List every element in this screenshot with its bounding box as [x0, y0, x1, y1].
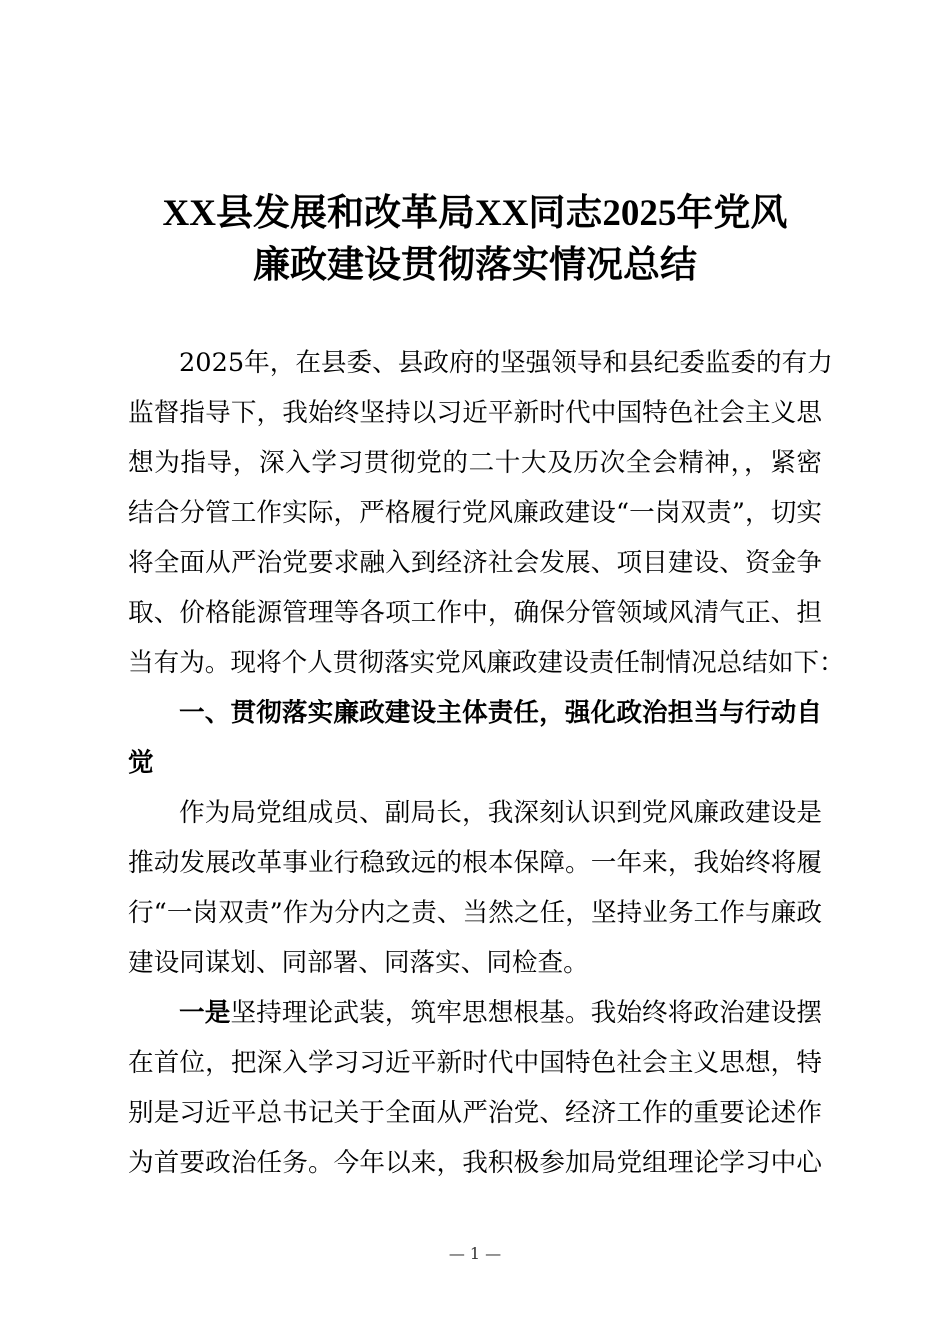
lead-in-bold: 一是: [179, 998, 231, 1028]
paragraph-text: 坚持理论武装，筑牢思想根基。我始终将政治建设摆: [230, 998, 822, 1028]
paragraph-line: 监督指导下，我始终坚持以习近平新时代中国特色社会主义思: [128, 398, 822, 428]
section-heading-line: 觉: [128, 748, 154, 778]
title-line: XX县发展和改革局XX同志2025年党风: [162, 193, 788, 234]
paragraph-line: 在首位，把深入学习习近平新时代中国特色社会主义思想，特: [128, 1048, 822, 1078]
paragraph-line: 2025年，在县委、县政府的坚强领导和县纪委监委的有力: [179, 348, 833, 378]
title-line: 廉政建设贯彻落实情况总结: [253, 245, 697, 286]
paragraph-line: 想为指导，深入学习贯彻党的二十大及历次全会精神，，紧密: [128, 448, 822, 478]
paragraph-line: 取、价格能源管理等各项工作中，确保分管领域风清气正、担: [128, 598, 822, 628]
document-body: [128, 338, 845, 1188]
section-heading-line: 一、贯彻落实廉政建设主体责任，强化政治担当与行动自: [179, 698, 822, 728]
paragraph-line: 当有为。现将个人贯彻落实党风廉政建设责任制情况总结如下：: [128, 648, 845, 678]
paragraph-line: 建设同谋划、同部署、同落实、同检查。: [128, 948, 589, 978]
document-title: [120, 188, 830, 292]
paragraph-line: 为首要政治任务。今年以来，我积极参加局党组理论学习中心: [128, 1148, 822, 1178]
paragraph-line: 作为局党组成员、副局长，我深刻认识到党风廉政建设是: [179, 798, 822, 828]
paragraph-line: 别是习近平总书记关于全面从严治党、经济工作的重要论述作: [128, 1098, 822, 1128]
paragraph-line: [128, 988, 822, 1038]
page-number: — 1 —: [448, 1244, 502, 1263]
paragraph-line: 行“一岗双责”作为分内之责、当然之任，坚持业务工作与廉政: [128, 898, 822, 928]
paragraph-line: 将全面从严治党要求融入到经济社会发展、项目建设、资金争: [128, 548, 822, 578]
paragraph-line: 推动发展改革事业行稳致远的根本保障。一年来，我始终将履: [128, 848, 822, 878]
paragraph-line: 结合分管工作实际，严格履行党风廉政建设“一岗双责”，切实: [128, 498, 822, 528]
